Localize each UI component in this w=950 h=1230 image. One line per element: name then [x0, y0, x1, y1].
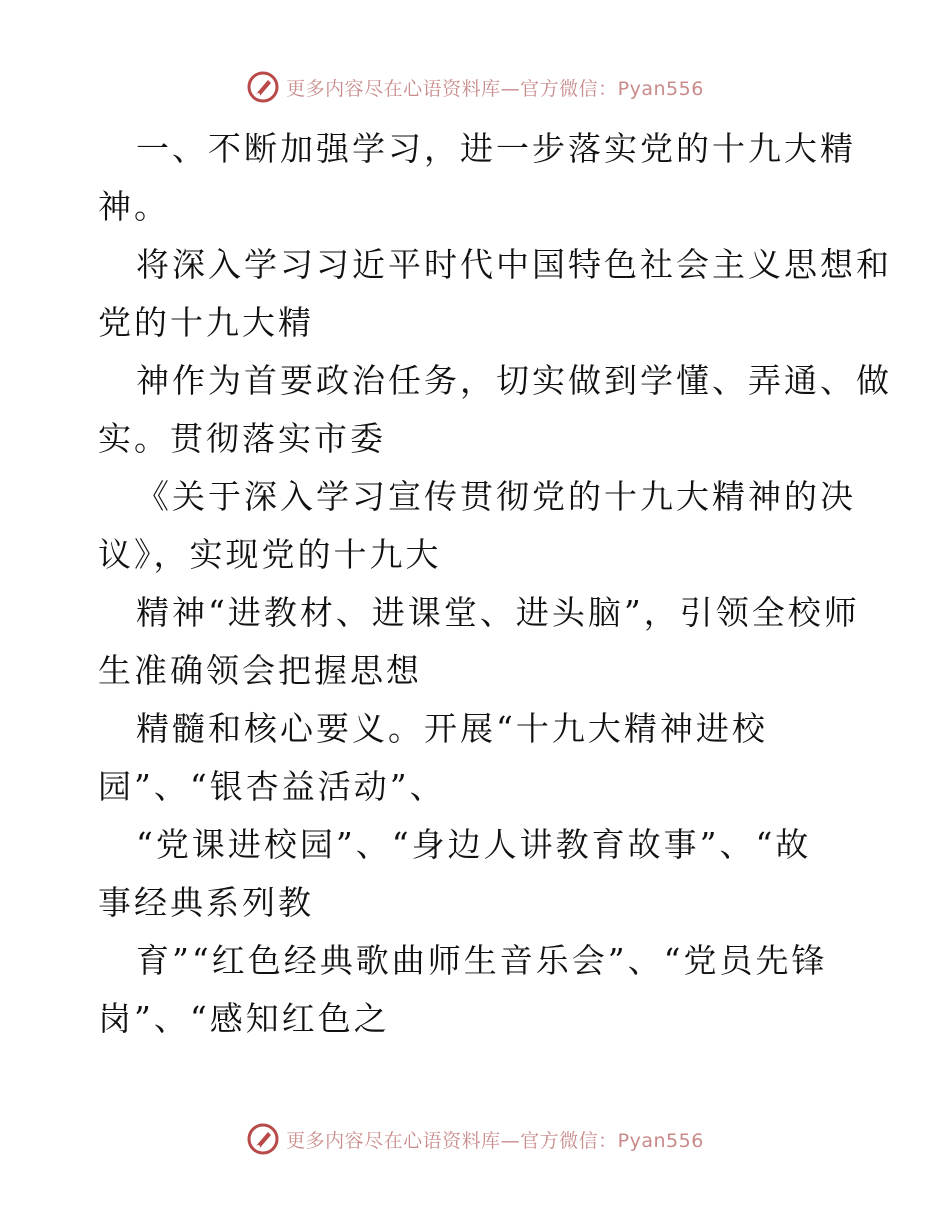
pen-nib-icon: [246, 1122, 280, 1156]
text-line: 事经典系列教: [98, 883, 314, 922]
text-line: “党课进校园”、“身边人讲教育故事”、“故: [136, 825, 812, 864]
text-line: 精神“进教材、进课堂、进头脑”，引领全校师: [136, 593, 860, 632]
text-line: 生准确领会把握思想: [98, 651, 422, 690]
text-line: 园”、“银杏益活动”、: [98, 767, 446, 806]
text-line: 实。贯彻落实市委: [98, 419, 386, 458]
footer-banner-text: 更多内容尽在心语资料库—官方微信：Pyan556: [286, 1129, 704, 1152]
text-line: 《关于深入学习宣传贯彻党的十九大精神的决: [136, 477, 856, 516]
text-line: 育”“红色经典歌曲师生音乐会”、“党员先锋: [136, 941, 828, 980]
header-banner: [0, 70, 950, 104]
text-line: 岗”、“感知红色之: [98, 999, 390, 1038]
text-line: 神。: [98, 187, 170, 226]
text-line: 将深入学习习近平时代中国特色社会主义思想和: [136, 245, 892, 284]
text-line: 神作为首要政治任务，切实做到学懂、弄通、做: [136, 361, 892, 400]
text-line: 一、不断加强学习，进一步落实党的十九大精: [136, 129, 856, 168]
text-line: 议》，实现党的十九大: [98, 535, 442, 574]
footer-banner: [0, 1122, 950, 1156]
document-body: [98, 120, 892, 1048]
text-line: 精髓和核心要义。开展“十九大精神进校: [136, 709, 768, 748]
header-banner-text: 更多内容尽在心语资料库—官方微信：Pyan556: [286, 77, 704, 100]
pen-nib-icon: [246, 70, 280, 104]
text-line: 党的十九大精: [98, 303, 314, 342]
